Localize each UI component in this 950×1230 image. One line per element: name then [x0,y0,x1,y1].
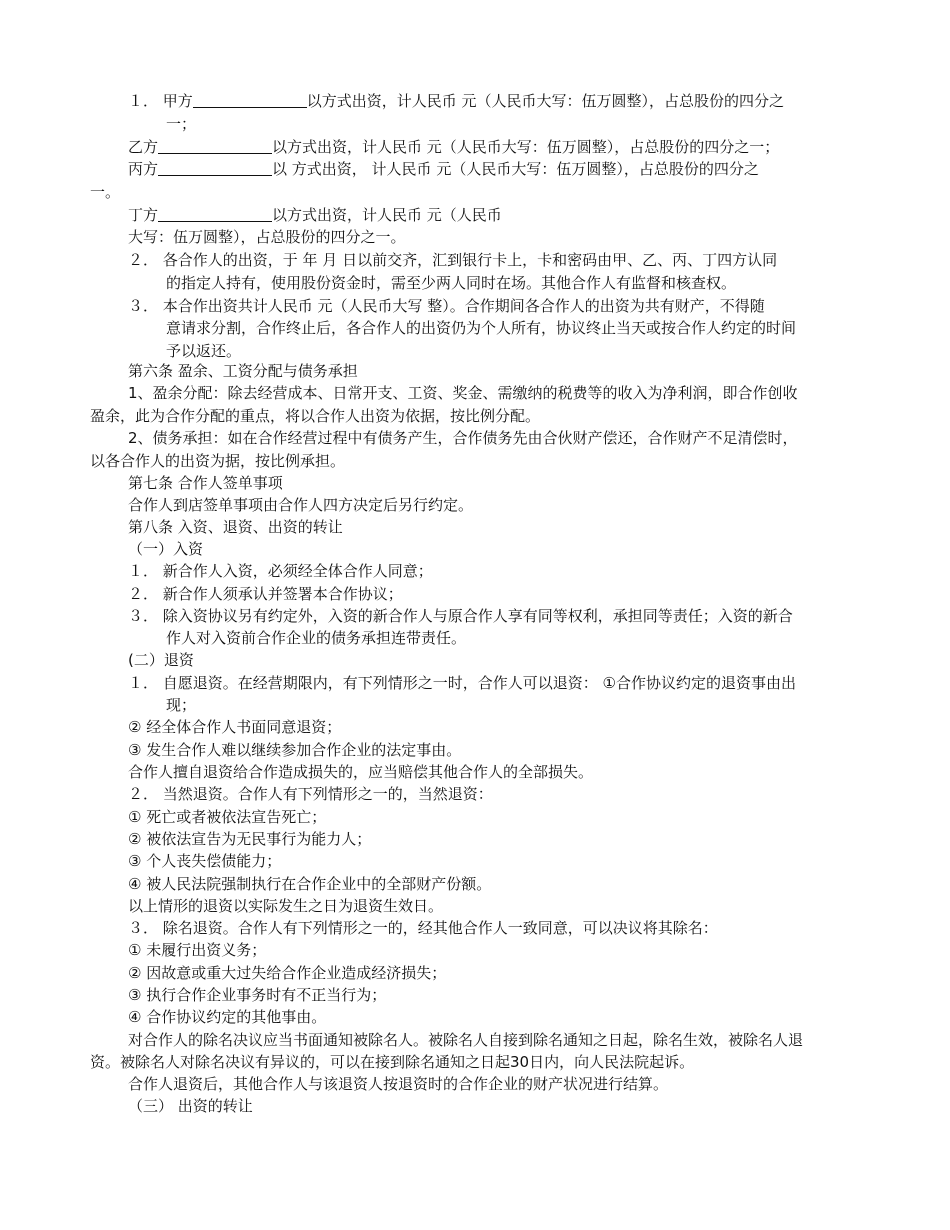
fill-blank [158,206,272,222]
line-16: 2、债务承担：如在合作经营过程中有债务产生，合作债务先由合伙财产偿还，合作财产不足清偿时， [128,429,798,447]
line-6: 丁方 以方式出资，计人民币 元（人民币 [128,206,502,224]
line-5: 一。 [90,183,121,201]
line-17: 以各合作人的出资为据，按比例承担。 [90,452,346,470]
line-30: ③ 发生合作人难以继续参加合作企业的法定事由。 [128,741,462,759]
line-43: 对合作人的除名决议应当书面通知被除名人。被除名人自接到除名通知之日起，除名生效，被除名人退 [128,1031,804,1049]
line-24: ３． 除入资协议另有约定外，入资的新合作人与原合作人享有同等权利，承担同等责任；入资的新合 [128,607,793,625]
line-19: 合作人到店签单事项由合作人四方决定后另行约定。 [128,496,474,514]
line-38: ３． 除名退资。合作人有下列情形之一的，经其他合作人一致同意，可以决议将其除名： [128,919,718,937]
line-7: 大写：伍万圆整），占总股份的四分之一。 [128,228,406,246]
line-28: 现； [166,696,197,714]
line-14: 1、盈余分配：除去经营成本、日常开支、工资、奖金、需缴纳的税费等的收入为净利润，即合作创收 [128,384,798,402]
fill-blank [158,138,272,154]
line-44: 资。被除名人对除名决议有异议的，可以在接到除名通知之日起30日内，向人民法院起诉。 [90,1053,695,1071]
line-3: 乙方 以方式出资，计人民币 元（人民币大写：伍万圆整），占总股份的四分之一； [128,138,780,156]
line-1: １． 甲方 以方式出资，计人民币 元（人民币大写：伍万圆整），占总股份的四分之 [128,92,785,110]
line-35: ③ 个人丧失偿债能力； [128,852,282,870]
line-18: 第七条 合作人签单事项 [128,474,283,492]
line-20: 第八条 入资、退资、出资的转让 [128,518,343,536]
line-31: 合作人擅自退资给合作造成损失的，应当赔偿其他合作人的全部损失。 [128,763,594,781]
line-10: ３． 本合作出资共计人民币 元（人民币大写 整）。合作期间各合作人的出资为共有财产，不得随 [128,297,765,315]
line-13: 第六条 盈余、工资分配与债务承担 [128,362,358,380]
line-9: 的指定人持有，使用股份资金时，需至少两人同时在场。其他合作人有监督和核查权。 [166,274,737,292]
line-40: ② 因故意或重大过失给合作企业造成经济损失； [128,964,447,982]
line-32: ２． 当然退资。合作人有下列情形之一的，当然退资： [128,785,493,803]
line-11: 意请求分割，合作终止后，各合作人的出资仍为个人所有，协议终止当天或按合作人约定的时间 [166,319,797,337]
line-27: １． 自愿退资。在经营期限内，有下列情形之一时，合作人可以退资： ①合作协议约定的退资事由出 [128,674,796,692]
line-46: （三） 出资的转让 [128,1097,253,1115]
line-15: 盈余，此为合作分配的重点，将以合作人出资为依据，按比例分配。 [90,407,541,425]
line-41: ③ 执行合作企业事务时有不正当行为； [128,986,387,1004]
line-36: ④ 被人民法院强制执行在合作企业中的全部财产份额。 [128,875,492,893]
fill-blank [193,92,307,108]
fill-blank [158,160,272,176]
line-33: ① 死亡或者被依法宣告死亡； [128,808,327,826]
line-42: ④ 合作协议约定的其他事由。 [128,1008,327,1026]
line-34: ② 被依法宣告为无民事行为能力人； [128,830,372,848]
line-8: ２． 各合作人的出资，于 年 月 日以前交齐，汇到银行卡上，卡和密码由甲、乙、丙、丁四方认同 [128,251,778,269]
line-22: １． 新合作人入资，必须经全体合作人同意； [128,562,433,580]
line-2: 一； [166,115,197,133]
line-37: 以上情形的退资以实际发生之日为退资生效日。 [128,897,444,915]
line-21: （一）入资 [128,540,204,558]
line-23: ２． 新合作人须承认并签署本合作协议； [128,585,403,603]
line-29: ② 经全体合作人书面同意退资； [128,718,342,736]
line-12: 予以返还。 [166,342,242,360]
line-45: 合作人退资后，其他合作人与该退资人按退资时的合作企业的财产状况进行结算。 [128,1075,669,1093]
line-39: ① 未履行出资义务； [128,941,267,959]
line-26: (二）退资 [128,651,194,669]
line-25: 作人对入资前合作企业的债务承担连带责任。 [166,629,467,647]
line-4: 丙方 以 方式出资， 计人民币 元（人民币大写：伍万圆整），占总股份的四分之 [128,160,759,178]
